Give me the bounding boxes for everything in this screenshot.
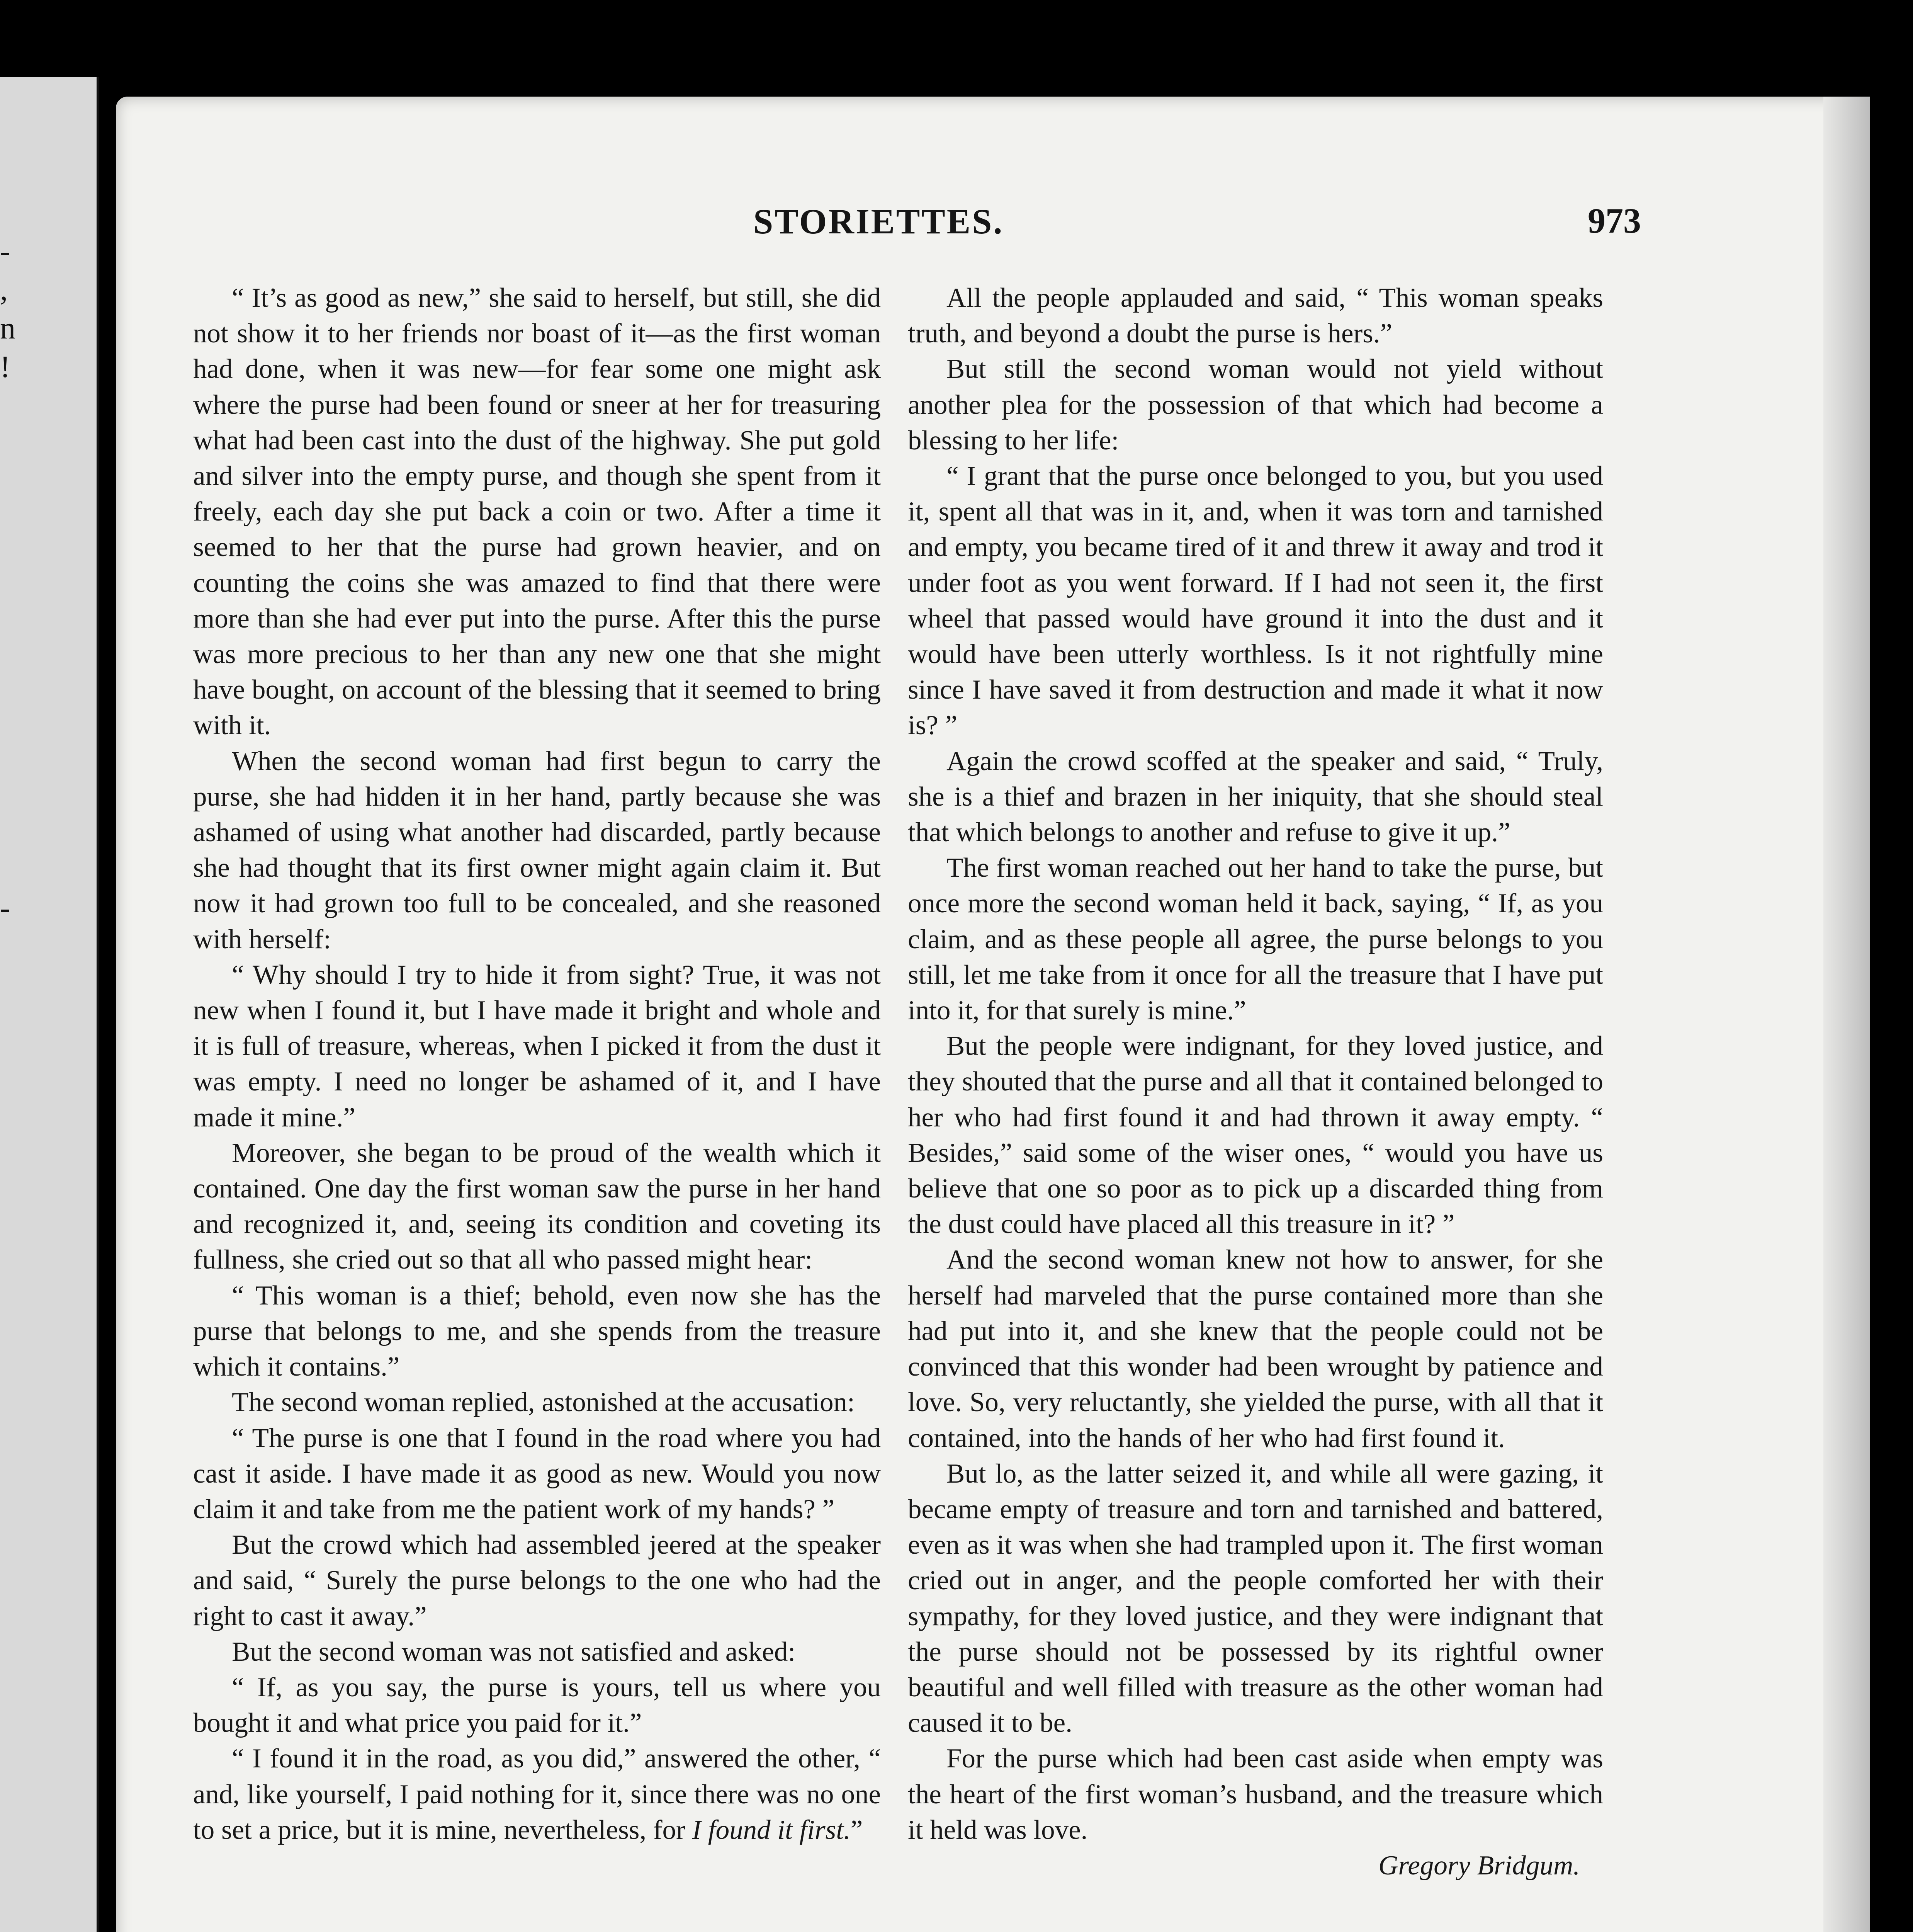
paragraph: But lo, as the latter seized it, and while all were gazing, it became empty of treasure and torn and tarnished and battered, even as it was when she had trampled upon it. The first woman cried out in anger, and the people comforted her with their sympathy, for they loved justice, and they were indignant that the purse should not be possessed by its rightful owner beautiful and well filled with treasure as the other woman had caused it to be. [908,1458,1603,1738]
emphasis-text: I found it first. [692,1815,851,1845]
margin-mark: ! [0,350,10,384]
paragraph: But the people were indignant, for they loved justice, and they shouted that the purse and all that it contained belonged to her who had first found it and had thrown it away empty. “ Besides,” said some of the wiser ones, “ would you have us believe that one so poor as to pick up a discarded thing from the dust could have placed all this treasure in it? ” [908,1031,1603,1240]
paragraph: All the people applauded and said, “ This woman speaks truth, and beyond a doubt the purse is hers.” [908,283,1603,349]
paragraph: “ Why should I try to hide it from sight? True, it was not new when I found it, but I have made it bright and whole and it is full of treasure, whereas, when I picked it from the dust it was empty. I need no longer be ashamed of it, and I have made it mine.” [193,959,881,1133]
paragraph: “ It’s as good as new,” she said to herself, but still, she did not show it to her friends nor boast of it—as the first woman had done, when it was new—for fear some one might ask where the purse had been found or sneer at her for treasuring what had been cast into the dust of the highway. She put gold and silver into the empty purse, and though she spent from it freely, each day she put back a coin or two. After a time it seemed to her that the purse had grown heavier, and on counting the coins she was amazed to find that there were more than she had ever put into the purse. After this the purse was more precious to her than any new one that she might have bought, on account of the blessing that it seemed to bring with it. [193,283,881,741]
paragraph: But the crowd which had assembled jeered at the speaker and said, “ Surely the purse belongs to the one who had the right to cast it away.” [193,1530,881,1631]
paragraph: And the second woman knew not how to answer, for she herself had marveled that the purse contained more than she had put into it, and she knew that the people could not be convinced that this wonder had been wrought by patience and love. So, very reluctantly, she yielded the purse, with all that it contained, into the hands of her who had first found it. [908,1245,1603,1453]
paragraph: “ If, as you say, the purse is yours, tell us where you bought it and what price you paid for it.” [193,1672,881,1738]
margin-mark: - [0,891,10,925]
paragraph: When the second woman had first begun to carry the purse, she had hidden it in her hand, partly because she was ashamed of using what another had discarded, partly because she had thought that its first owner might again claim it. But now it had grown too full to be concealed, and she reasoned with herself: [193,746,881,954]
paragraph: But the second woman was not satisfied and asked: [232,1636,796,1667]
margin-mark: - [0,234,10,268]
paragraph: Again the crowd scoffed at the speaker and said, “ Truly, she is a thief and brazen in her iniquity, that she should steal that which belongs to another and refuse to give it up.” [908,746,1603,848]
paragraph: “ I grant that the purse once belonged to you, but you used it, spent all that was in it, and, when it was torn and tarnished and empty, you became tired of it and threw it away and trod it under foot as you went forward. If I had not seen it, the first wheel that passed would have ground it into the dust and it would have been utterly worthless. Is it not rightfully mine since I have saved it from destruction and made it what it now is? ” [908,461,1603,741]
paragraph: “ This woman is a thief; behold, even now she has the purse that belongs to me, and she spends from the treasure which it contains.” [193,1280,881,1382]
paragraph: The first woman reached out her hand to take the purse, but once more the second woman held it back, saying, “ If, as you claim, and as these people all agree, the purse belongs to you still, let me take from it once for all the treasure that I have put into it, for that surely is mine.” [908,853,1603,1026]
right-text-column [908,280,1603,1883]
book-page [116,97,1870,1932]
margin-mark: , [0,273,8,307]
left-text-column [193,280,881,1848]
page-edge-shadow [1823,97,1870,1932]
page-number: 973 [1588,201,1641,240]
margin-mark: n [0,311,15,345]
facing-page-margin-marks [0,232,39,927]
paragraph-text: “ I found it in the road, as you did,” answered the other, “ and, like yourself, I paid nothing for it, since there was no one to set a price, but it is mine, nevertheless, for [193,1743,881,1845]
paragraph: The second woman replied, astonished at the accusation: [232,1387,855,1418]
running-header: STORIETTES. [753,202,1004,241]
paragraph: But still the second woman would not yield without another plea for the possession of that which had become a blessing to her life: [908,354,1603,456]
paragraph: For the purse which had been cast aside when empty was the heart of the first woman’s husband, and the treasure which it held was love. [908,1743,1603,1845]
closing-quote: ” [850,1815,863,1845]
paragraph: Moreover, she began to be proud of the wealth which it contained. One day the first woman saw the purse in her hand and recognized it, and, seeing its condition and coveting its fullness, she cried out so that all who passed might hear: [193,1138,881,1275]
paragraph [193,1741,881,1848]
author-signature: Gregory Bridgum. [1378,1850,1580,1881]
paragraph: “ The purse is one that I found in the road where you had cast it aside. I have made it as good as new. Would you now claim it and take from me the patient work of my hands? ” [193,1423,881,1524]
